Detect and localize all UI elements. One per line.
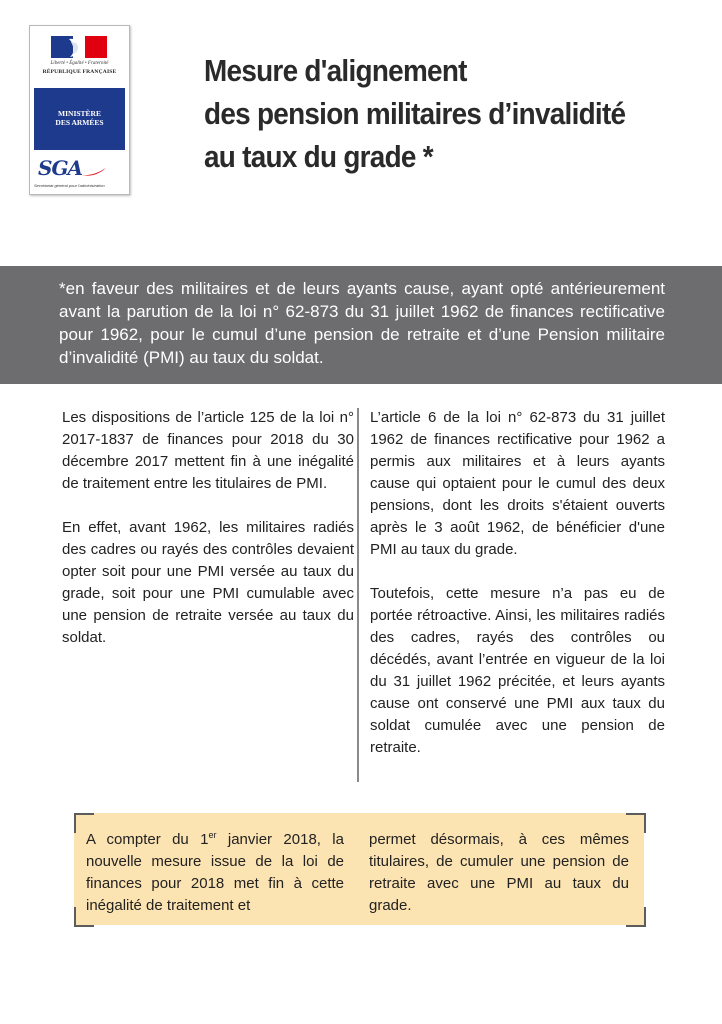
marianne-flag-icon xyxy=(51,36,107,58)
intro-text: *en faveur des militaires et de leurs ayants cause, ayant opté antérieurement avant la parution de la loi n° 62-873 du 31 juillet 1962 de finances rectificative pour 1962, pour le cumul d’une pension de retraite et d’une Pension militaire d’invalidité (PMI) au taux du soldat. xyxy=(59,279,665,367)
highlight-right-text: permet désormais, à ces mêmes titulaires, de cumuler une pension de retraite avec une PMI au taux du grade. xyxy=(369,831,629,914)
republique-francaise-block xyxy=(34,30,125,86)
box-corner-bottom-right xyxy=(626,907,646,927)
title-line-3: au taux du grade * xyxy=(204,139,433,174)
ministry-line-1: MINISTÈRE xyxy=(58,109,101,118)
box-corner-top-right xyxy=(626,813,646,833)
column-divider xyxy=(357,408,359,782)
sga-label: Secrétariat général pour l'administration xyxy=(34,183,105,188)
highlight-left-prefix: A compter du 1 xyxy=(86,831,209,848)
left-column xyxy=(62,407,354,671)
sga-swoosh-icon xyxy=(82,167,106,177)
ministry-block xyxy=(34,88,125,150)
page-title xyxy=(204,49,627,178)
left-paragraph-2: En effet, avant 1962, les militaires radiés des cadres ou rayés des contrôles devaient opter soit pour une PMI versée au taux du grade, soit pour une PMI cumulable avec une pension de retraite versée au taux du soldat. xyxy=(62,519,354,646)
right-paragraph-1: L’article 6 de la loi n° 62-873 du 31 juillet 1962 de finances rectificative pour 1962 a permis aux militaires et à leurs ayants cause qui optaient pour le cumul des deux pensions, dont les droits s'étaient ouverts après le 3 août 1962, de bénéficier d'une PMI au taux du grade. xyxy=(370,409,665,558)
title-line-2: des pension militaires d’invalidité xyxy=(204,96,626,131)
republic-name: RÉPUBLIQUE FRANÇAISE xyxy=(42,69,117,75)
title-line-1: Mesure d'alignement xyxy=(204,53,467,88)
highlight-left-sup: er xyxy=(208,830,217,840)
right-paragraph-2: Toutefois, cette mesure n’a pas eu de portée rétroactive. Ainsi, les militaires radiés des cadres, rayés des contrôles ou décédés, avant l’entrée en vigueur de la loi du 31 juillet 1962 précitée, et leurs ayants cause ont conservé une PMI aux taux du soldat cumulée avec une pension de retraite. xyxy=(370,585,665,756)
intro-band xyxy=(0,266,722,384)
highlight-left-rest: janvier 2018, la nouvelle mesure issue de la loi de finances pour 2018 met fin à cette inégalité de traitement et xyxy=(86,831,344,914)
republic-motto: Liberté • Égalité • Fraternité xyxy=(50,61,109,66)
ministry-line-2: DES ARMÉES xyxy=(55,118,104,127)
left-paragraph-1: Les dispositions de l’article 125 de la loi n° 2017-1837 de finances pour 2018 du 30 décembre 2017 mettent fin à une inégalité de traitement entre les titulaires de PMI. xyxy=(62,409,354,492)
ministry-name xyxy=(34,109,125,127)
right-column xyxy=(370,407,665,781)
ministere-des-armees-logo xyxy=(29,25,130,195)
highlight-left-text xyxy=(86,829,344,917)
sga-wordmark: SGA xyxy=(38,156,83,180)
